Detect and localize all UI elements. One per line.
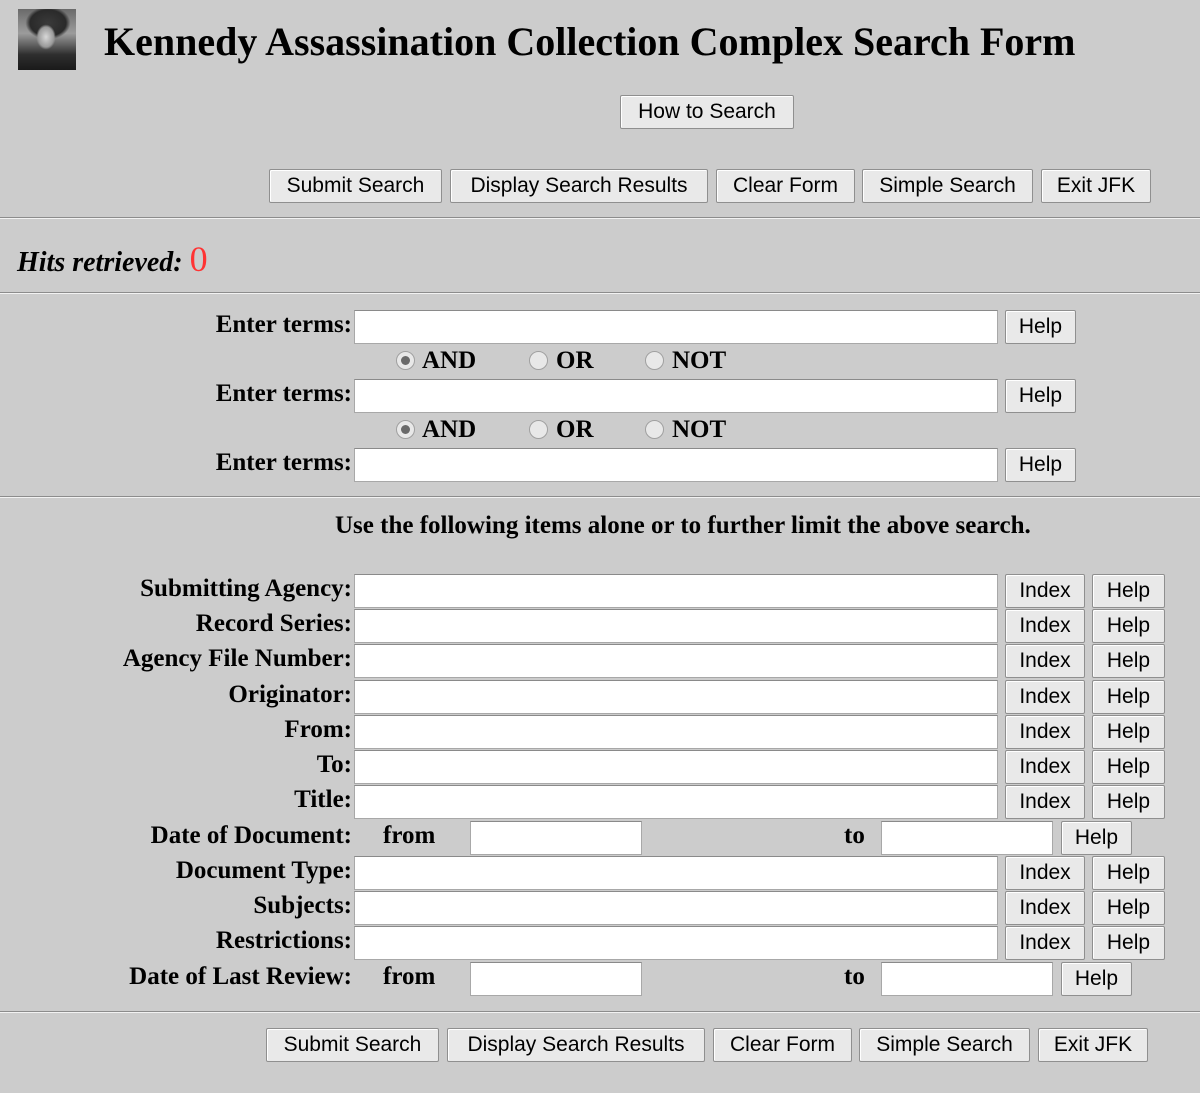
- restrictions-index-button[interactable]: Index: [1005, 926, 1085, 960]
- originator-help-button[interactable]: Help: [1092, 680, 1165, 714]
- restrictions-help-button[interactable]: Help: [1092, 926, 1165, 960]
- agency-file-number-help-button[interactable]: Help: [1092, 644, 1165, 678]
- from-label: From:: [284, 716, 352, 743]
- exit-jfk-button-top[interactable]: Exit JFK: [1041, 169, 1151, 203]
- agency-file-number-label: Agency File Number:: [122, 645, 352, 672]
- date-of-last-review-from-input[interactable]: [470, 962, 642, 996]
- subjects-help-button[interactable]: Help: [1092, 891, 1165, 925]
- terms-help-button-2[interactable]: Help: [1005, 379, 1076, 413]
- subjects-label: Subjects:: [253, 892, 352, 919]
- date-of-document-from-input[interactable]: [470, 821, 642, 855]
- display-search-results-button-bottom[interactable]: Display Search Results: [447, 1028, 705, 1062]
- terms-help-button-3[interactable]: Help: [1005, 448, 1076, 482]
- date-of-document-to-label: to: [844, 822, 865, 849]
- originator-input[interactable]: [354, 680, 998, 714]
- operator-not-radio-2[interactable]: [645, 420, 664, 439]
- terms-help-button-1[interactable]: Help: [1005, 310, 1076, 344]
- from-input[interactable]: [354, 715, 998, 749]
- submitting-agency-input[interactable]: [354, 574, 998, 608]
- operator-and-radio-2[interactable]: [396, 420, 415, 439]
- document-type-input[interactable]: [354, 856, 998, 890]
- terms-input-2[interactable]: [354, 379, 998, 413]
- to-input[interactable]: [354, 750, 998, 784]
- date-of-last-review-from-label: from: [383, 963, 436, 990]
- submit-search-button-top[interactable]: Submit Search: [269, 169, 442, 203]
- submitting-agency-index-button[interactable]: Index: [1005, 574, 1085, 608]
- date-of-document-to-input[interactable]: [881, 821, 1053, 855]
- operator-not-label-1: NOT: [672, 347, 727, 374]
- date-of-document-from-label: from: [383, 822, 436, 849]
- title-input[interactable]: [354, 785, 998, 819]
- limit-instruction: Use the following items alone or to further limit the above search.: [335, 512, 1031, 539]
- how-to-search-button[interactable]: How to Search: [620, 95, 794, 129]
- terms-input-1[interactable]: [354, 310, 998, 344]
- record-series-index-button[interactable]: Index: [1005, 609, 1085, 643]
- from-help-button[interactable]: Help: [1092, 715, 1165, 749]
- operator-or-radio-1[interactable]: [529, 351, 548, 370]
- hits-count: 0: [189, 239, 208, 279]
- submitting-agency-help-button[interactable]: Help: [1092, 574, 1165, 608]
- submit-search-button-bottom[interactable]: Submit Search: [266, 1028, 439, 1062]
- date-of-last-review-help-button[interactable]: Help: [1061, 962, 1132, 996]
- simple-search-button-bottom[interactable]: Simple Search: [859, 1028, 1030, 1062]
- restrictions-input[interactable]: [354, 926, 998, 960]
- exit-jfk-button-bottom[interactable]: Exit JFK: [1038, 1028, 1148, 1062]
- title-index-button[interactable]: Index: [1005, 785, 1085, 819]
- title-label: Title:: [294, 786, 352, 813]
- operator-or-label-2: OR: [556, 416, 594, 443]
- operator-and-label-1: AND: [422, 347, 477, 374]
- divider: [0, 496, 1200, 498]
- operator-or-radio-2[interactable]: [529, 420, 548, 439]
- document-type-help-button[interactable]: Help: [1092, 856, 1165, 890]
- enter-terms-label: Enter terms:: [215, 311, 352, 338]
- date-of-document-label: Date of Document:: [150, 822, 352, 849]
- originator-label: Originator:: [228, 681, 352, 708]
- simple-search-button-top[interactable]: Simple Search: [862, 169, 1033, 203]
- record-series-label: Record Series:: [195, 610, 352, 637]
- originator-index-button[interactable]: Index: [1005, 680, 1085, 714]
- terms-input-3[interactable]: [354, 448, 998, 482]
- submitting-agency-label: Submitting Agency:: [140, 575, 352, 602]
- operator-not-radio-1[interactable]: [645, 351, 664, 370]
- to-index-button[interactable]: Index: [1005, 750, 1085, 784]
- restrictions-label: Restrictions:: [215, 927, 352, 954]
- hits-retrieved: [17, 238, 208, 280]
- date-of-last-review-to-input[interactable]: [881, 962, 1053, 996]
- subjects-input[interactable]: [354, 891, 998, 925]
- divider: [0, 292, 1200, 294]
- document-type-label: Document Type:: [175, 857, 352, 884]
- operator-or-label-1: OR: [556, 347, 594, 374]
- record-series-input[interactable]: [354, 609, 998, 643]
- document-type-index-button[interactable]: Index: [1005, 856, 1085, 890]
- agency-file-number-index-button[interactable]: Index: [1005, 644, 1085, 678]
- from-index-button[interactable]: Index: [1005, 715, 1085, 749]
- date-of-last-review-to-label: to: [844, 963, 865, 990]
- subjects-index-button[interactable]: Index: [1005, 891, 1085, 925]
- divider: [0, 217, 1200, 219]
- clear-form-button-top[interactable]: Clear Form: [716, 169, 855, 203]
- agency-file-number-input[interactable]: [354, 644, 998, 678]
- display-search-results-button-top[interactable]: Display Search Results: [450, 169, 708, 203]
- page-title: Kennedy Assassination Collection Complex Search Form: [104, 19, 1076, 64]
- operator-not-label-2: NOT: [672, 416, 727, 443]
- date-of-last-review-label: Date of Last Review:: [129, 963, 352, 990]
- hits-retrieved-label: Hits retrieved:: [17, 247, 183, 278]
- enter-terms-label: Enter terms:: [215, 449, 352, 476]
- enter-terms-label: Enter terms:: [215, 380, 352, 407]
- kennedy-portrait-image: [18, 9, 76, 70]
- clear-form-button-bottom[interactable]: Clear Form: [713, 1028, 852, 1062]
- date-of-document-help-button[interactable]: Help: [1061, 821, 1132, 855]
- title-help-button[interactable]: Help: [1092, 785, 1165, 819]
- divider: [0, 1011, 1200, 1013]
- operator-and-label-2: AND: [422, 416, 477, 443]
- to-label: To:: [316, 751, 352, 778]
- record-series-help-button[interactable]: Help: [1092, 609, 1165, 643]
- to-help-button[interactable]: Help: [1092, 750, 1165, 784]
- operator-and-radio-1[interactable]: [396, 351, 415, 370]
